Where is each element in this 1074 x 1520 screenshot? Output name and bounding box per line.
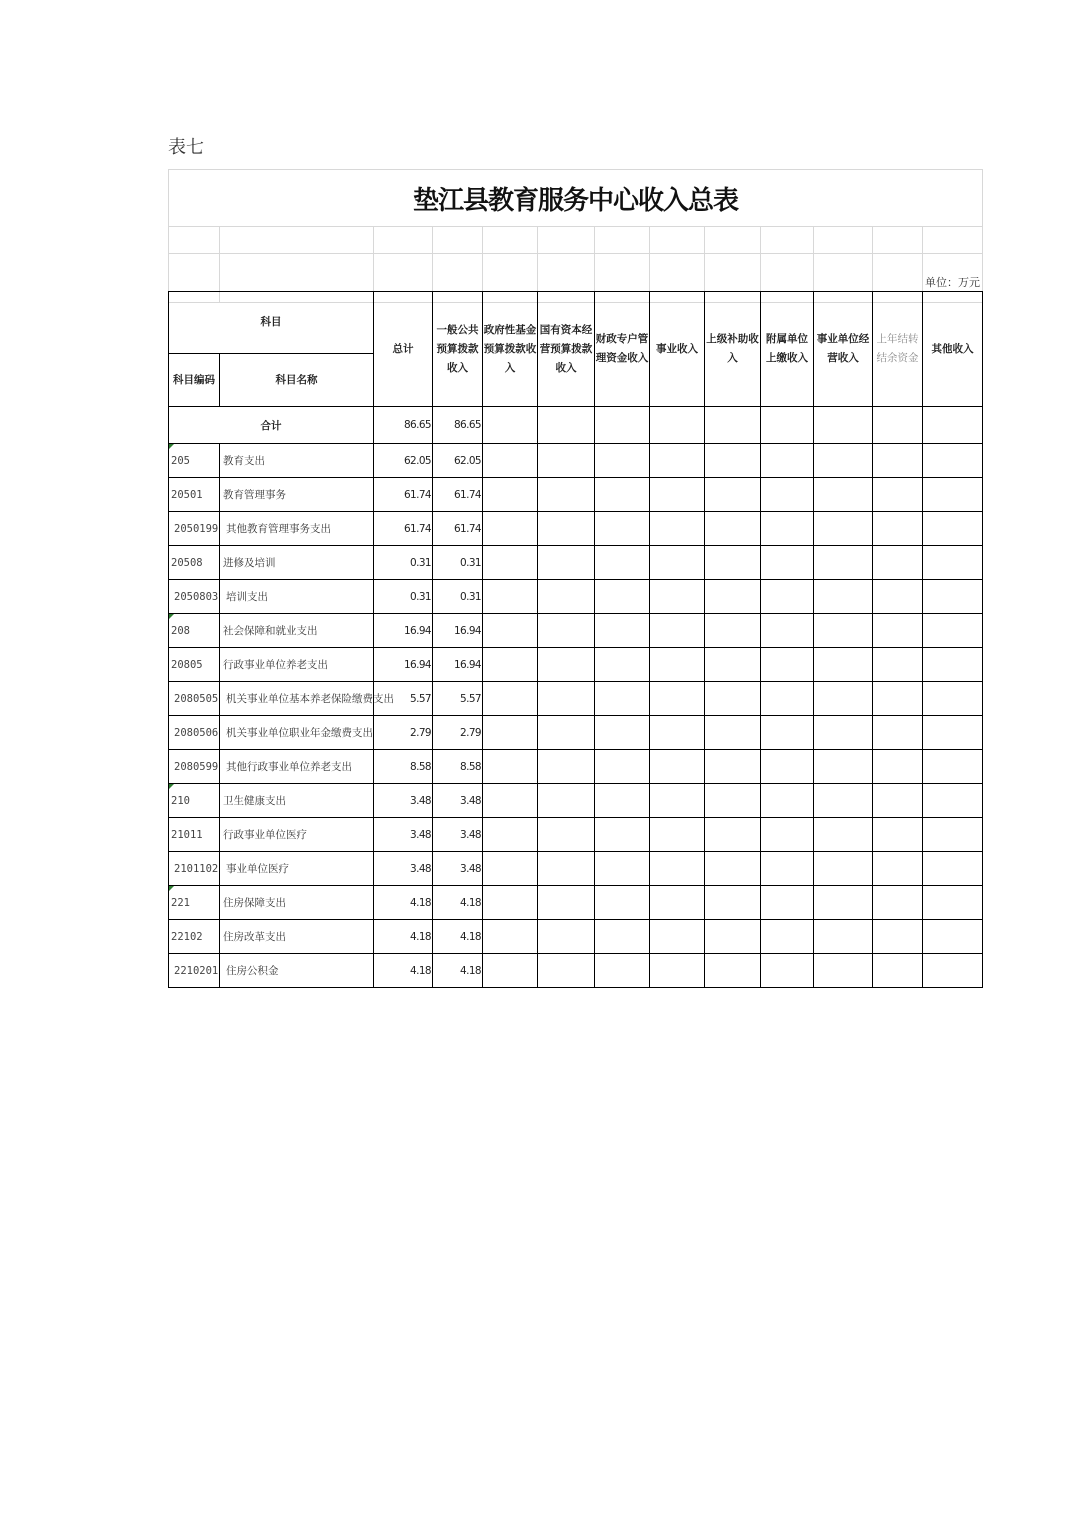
- empty-cell: [873, 750, 923, 784]
- empty-cell: [538, 818, 595, 852]
- empty-cell: [923, 546, 983, 580]
- empty-cell: [923, 580, 983, 614]
- subject-code: 22102: [169, 920, 220, 954]
- total-cell: 3.48: [374, 784, 433, 818]
- empty-cell: [814, 818, 873, 852]
- empty-cell: [538, 886, 595, 920]
- empty-cell: [650, 512, 705, 546]
- empty-cell: [538, 444, 595, 478]
- total-cell: 4.18: [374, 954, 433, 988]
- empty-cell: [483, 614, 538, 648]
- empty-cell: [873, 444, 923, 478]
- subject-name: 行政事业单位医疗: [220, 818, 374, 852]
- empty-cell: [814, 920, 873, 954]
- empty-cell: [873, 954, 923, 988]
- empty-cell: [761, 784, 814, 818]
- empty-cell: [705, 682, 761, 716]
- total-cell: 61.74: [374, 512, 433, 546]
- col-header-carryover: 上年结转结余资金: [873, 292, 923, 407]
- empty-cell: [761, 512, 814, 546]
- empty-cell: [761, 478, 814, 512]
- empty-cell: [923, 818, 983, 852]
- total-cell: 16.94: [374, 614, 433, 648]
- empty-cell: [814, 954, 873, 988]
- empty-cell: [923, 750, 983, 784]
- empty-cell: [538, 478, 595, 512]
- cell-flag-icon: [169, 444, 174, 449]
- subject-name: 教育管理事务: [220, 478, 374, 512]
- unit-label: 单位：万元: [923, 254, 983, 303]
- general-budget-cell: 62.05: [433, 444, 483, 478]
- subject-code: 20501: [169, 478, 220, 512]
- general-budget-cell: 4.18: [433, 954, 483, 988]
- table-row: [169, 886, 983, 920]
- empty-cell: [650, 716, 705, 750]
- empty-cell: [595, 614, 650, 648]
- subject-name: 机关事业单位职业年金缴费支出: [220, 716, 374, 750]
- total-row: [169, 407, 983, 444]
- empty-cell: [483, 852, 538, 886]
- table-row: [169, 444, 983, 478]
- col-header-gov-fund: 政府性基金预算拨款收入: [483, 292, 538, 407]
- empty-cell: [761, 750, 814, 784]
- general-budget-cell: 4.18: [433, 886, 483, 920]
- empty-cell: [483, 682, 538, 716]
- empty-cell: [650, 954, 705, 988]
- empty-cell: [873, 716, 923, 750]
- col-header-total: 总计: [374, 292, 433, 407]
- empty-cell: [814, 546, 873, 580]
- empty-cell: [538, 716, 595, 750]
- empty-cell: [814, 580, 873, 614]
- col-header-superior-subsidy: 上级补助收入: [705, 292, 761, 407]
- subject-code: 2080506: [169, 716, 220, 750]
- empty-cell: [873, 512, 923, 546]
- table-row: [169, 478, 983, 512]
- general-budget-cell: 2.79: [433, 716, 483, 750]
- table-title: 垫江县教育服务中心收入总表: [169, 170, 983, 227]
- subject-name: 住房公积金: [220, 954, 374, 988]
- title-block: [168, 169, 982, 303]
- empty-cell: [650, 478, 705, 512]
- general-budget-cell: 16.94: [433, 614, 483, 648]
- subject-name: 其他行政事业单位养老支出: [220, 750, 374, 784]
- empty-cell: [483, 444, 538, 478]
- table-row: [169, 512, 983, 546]
- table-row: [169, 546, 983, 580]
- col-header-business-income: 事业收入: [650, 292, 705, 407]
- empty-cell: [873, 648, 923, 682]
- empty-cell: [538, 648, 595, 682]
- empty-cell: [595, 954, 650, 988]
- empty-cell: [873, 818, 923, 852]
- empty-cell: [814, 682, 873, 716]
- general-budget-cell: 61.74: [433, 478, 483, 512]
- general-budget-cell: 0.31: [433, 580, 483, 614]
- empty-cell: [595, 648, 650, 682]
- table-row: [169, 818, 983, 852]
- table-row: [169, 784, 983, 818]
- empty-cell: [483, 478, 538, 512]
- empty-cell: [595, 478, 650, 512]
- empty-cell: [538, 750, 595, 784]
- empty-cell: [705, 444, 761, 478]
- subject-name: 社会保障和就业支出: [220, 614, 374, 648]
- empty-cell: [873, 580, 923, 614]
- empty-cell: [650, 886, 705, 920]
- empty-cell: [923, 852, 983, 886]
- subject-code: 205: [169, 444, 220, 478]
- empty-cell: [650, 818, 705, 852]
- empty-cell: [483, 716, 538, 750]
- empty-cell: [595, 750, 650, 784]
- total-value: 86.65: [374, 407, 433, 444]
- general-budget-cell: 3.48: [433, 852, 483, 886]
- empty-cell: [538, 580, 595, 614]
- col-header-subsidiary-remit: 附属单位上缴收入: [761, 292, 814, 407]
- col-header-code: 科目编码: [169, 354, 220, 407]
- general-budget-cell: 61.74: [433, 512, 483, 546]
- total-cell: 4.18: [374, 920, 433, 954]
- empty-cell: [923, 716, 983, 750]
- empty-cell: [761, 614, 814, 648]
- empty-cell: [923, 444, 983, 478]
- total-cell: 62.05: [374, 444, 433, 478]
- empty-cell: [705, 818, 761, 852]
- empty-cell: [595, 444, 650, 478]
- empty-cell: [761, 648, 814, 682]
- subject-code: 2080599: [169, 750, 220, 784]
- empty-cell: [538, 784, 595, 818]
- empty-cell: [483, 648, 538, 682]
- subject-code: 20508: [169, 546, 220, 580]
- total-cell: 0.31: [374, 546, 433, 580]
- total-cell: 3.48: [374, 852, 433, 886]
- subject-name: 事业单位医疗: [220, 852, 374, 886]
- empty-cell: [814, 614, 873, 648]
- empty-cell: [650, 920, 705, 954]
- general-budget-cell: 3.48: [433, 784, 483, 818]
- table-row: [169, 954, 983, 988]
- empty-cell: [538, 954, 595, 988]
- empty-cell: [873, 546, 923, 580]
- general-budget-cell: 0.31: [433, 546, 483, 580]
- total-cell: 0.31: [374, 580, 433, 614]
- empty-cell: [705, 546, 761, 580]
- cell-flag-icon: [169, 886, 174, 891]
- subject-name: 教育支出: [220, 444, 374, 478]
- cell-flag-icon: [169, 784, 174, 789]
- col-header-general-budget: 一般公共预算拨款收入: [433, 292, 483, 407]
- empty-cell: [705, 614, 761, 648]
- empty-cell: [705, 784, 761, 818]
- empty-cell: [705, 954, 761, 988]
- empty-cell: [483, 886, 538, 920]
- income-table: [168, 291, 983, 988]
- empty-cell: [705, 750, 761, 784]
- general-budget-cell: 16.94: [433, 648, 483, 682]
- empty-cell: [923, 682, 983, 716]
- empty-cell: [595, 716, 650, 750]
- col-header-name: 科目名称: [220, 354, 374, 407]
- empty-cell: [923, 784, 983, 818]
- total-cell: 4.18: [374, 886, 433, 920]
- empty-cell: [705, 512, 761, 546]
- subject-code: 2050803: [169, 580, 220, 614]
- cell-flag-icon: [169, 614, 174, 619]
- total-general-value: 86.65: [433, 407, 483, 444]
- col-header-other-income: 其他收入: [923, 292, 983, 407]
- subject-name: 住房保障支出: [220, 886, 374, 920]
- subject-name: 行政事业单位养老支出: [220, 648, 374, 682]
- table-row: [169, 716, 983, 750]
- empty-cell: [814, 886, 873, 920]
- empty-cell: [595, 682, 650, 716]
- table-row: [169, 750, 983, 784]
- col-header-operating-income: 事业单位经营收入: [814, 292, 873, 407]
- total-label: 合计: [169, 407, 374, 444]
- empty-cell: [650, 444, 705, 478]
- empty-cell: [923, 512, 983, 546]
- empty-cell: [705, 648, 761, 682]
- empty-cell: [814, 750, 873, 784]
- empty-cell: [814, 444, 873, 478]
- total-cell: 16.94: [374, 648, 433, 682]
- empty-cell: [873, 478, 923, 512]
- title-grid: [168, 169, 983, 303]
- empty-cell: [595, 920, 650, 954]
- empty-cell: [650, 750, 705, 784]
- empty-cell: [761, 852, 814, 886]
- subject-name: 进修及培训: [220, 546, 374, 580]
- empty-cell: [538, 920, 595, 954]
- empty-cell: [705, 886, 761, 920]
- empty-cell: [538, 614, 595, 648]
- general-budget-cell: 8.58: [433, 750, 483, 784]
- table-row: [169, 920, 983, 954]
- empty-cell: [483, 954, 538, 988]
- page-label: 表七: [168, 137, 204, 158]
- empty-cell: [705, 580, 761, 614]
- empty-cell: [650, 614, 705, 648]
- empty-cell: [650, 546, 705, 580]
- subject-code: 2210201: [169, 954, 220, 988]
- total-cell: 61.74: [374, 478, 433, 512]
- empty-cell: [873, 886, 923, 920]
- empty-cell: [705, 852, 761, 886]
- table-row: [169, 648, 983, 682]
- total-cell: 8.58: [374, 750, 433, 784]
- empty-cell: [761, 444, 814, 478]
- general-budget-cell: 3.48: [433, 818, 483, 852]
- empty-cell: [873, 614, 923, 648]
- empty-cell: [814, 512, 873, 546]
- subject-code: 208: [169, 614, 220, 648]
- spacer-row: [169, 227, 983, 254]
- empty-cell: [483, 512, 538, 546]
- empty-cell: [595, 512, 650, 546]
- empty-cell: [705, 478, 761, 512]
- general-budget-cell: 4.18: [433, 920, 483, 954]
- table-row: [169, 580, 983, 614]
- empty-cell: [538, 682, 595, 716]
- empty-cell: [814, 784, 873, 818]
- subject-name: 住房改革支出: [220, 920, 374, 954]
- empty-cell: [595, 784, 650, 818]
- empty-cell: [483, 818, 538, 852]
- empty-cell: [873, 920, 923, 954]
- empty-cell: [483, 784, 538, 818]
- subject-group-header: 科目: [169, 292, 374, 354]
- empty-cell: [923, 920, 983, 954]
- empty-cell: [650, 648, 705, 682]
- empty-cell: [761, 716, 814, 750]
- subject-name: 培训支出: [220, 580, 374, 614]
- empty-cell: [538, 546, 595, 580]
- empty-cell: [538, 852, 595, 886]
- empty-cell: [761, 920, 814, 954]
- table-row: [169, 614, 983, 648]
- empty-cell: [595, 886, 650, 920]
- empty-cell: [761, 886, 814, 920]
- empty-cell: [650, 852, 705, 886]
- empty-cell: [761, 580, 814, 614]
- empty-cell: [595, 546, 650, 580]
- empty-cell: [483, 580, 538, 614]
- subject-code: 20805: [169, 648, 220, 682]
- subject-name: 卫生健康支出: [220, 784, 374, 818]
- empty-cell: [923, 648, 983, 682]
- table-row: [169, 682, 983, 716]
- subject-name: 机关事业单位基本养老保险缴费支出: [220, 682, 374, 716]
- empty-cell: [650, 682, 705, 716]
- empty-cell: [761, 954, 814, 988]
- empty-cell: [814, 852, 873, 886]
- empty-cell: [705, 716, 761, 750]
- empty-cell: [873, 784, 923, 818]
- empty-cell: [923, 478, 983, 512]
- empty-cell: [923, 954, 983, 988]
- empty-cell: [650, 784, 705, 818]
- empty-cell: [705, 920, 761, 954]
- empty-cell: [595, 580, 650, 614]
- empty-cell: [761, 682, 814, 716]
- empty-cell: [814, 716, 873, 750]
- total-cell: 3.48: [374, 818, 433, 852]
- empty-cell: [595, 818, 650, 852]
- empty-cell: [595, 852, 650, 886]
- table-row: [169, 852, 983, 886]
- col-header-state-capital: 国有资本经营预算拨款收入: [538, 292, 595, 407]
- subject-code: 221: [169, 886, 220, 920]
- empty-cell: [814, 648, 873, 682]
- empty-cell: [814, 478, 873, 512]
- general-budget-cell: 5.57: [433, 682, 483, 716]
- empty-cell: [483, 546, 538, 580]
- subject-code: 2050199: [169, 512, 220, 546]
- empty-cell: [483, 750, 538, 784]
- empty-cell: [761, 818, 814, 852]
- empty-cell: [923, 614, 983, 648]
- subject-code: 210: [169, 784, 220, 818]
- empty-cell: [483, 920, 538, 954]
- subject-name: 其他教育管理事务支出: [220, 512, 374, 546]
- col-header-special-account: 财政专户管理资金收入: [595, 292, 650, 407]
- empty-cell: [650, 580, 705, 614]
- total-cell: 2.79: [374, 716, 433, 750]
- total-cell: 5.57: [374, 682, 433, 716]
- empty-cell: [761, 546, 814, 580]
- empty-cell: [873, 852, 923, 886]
- empty-cell: [538, 512, 595, 546]
- subject-code: 2101102: [169, 852, 220, 886]
- empty-cell: [923, 886, 983, 920]
- subject-code: 2080505: [169, 682, 220, 716]
- subject-code: 21011: [169, 818, 220, 852]
- empty-cell: [873, 682, 923, 716]
